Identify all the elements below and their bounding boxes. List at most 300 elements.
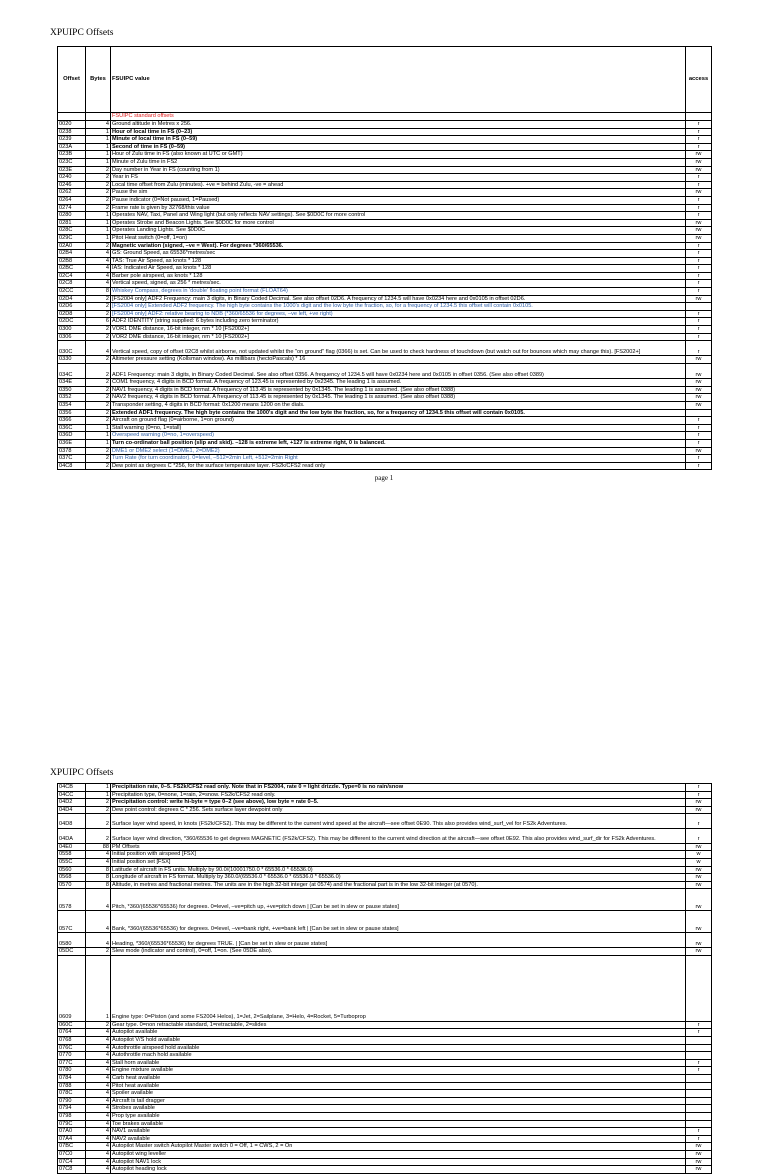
value-cell: Autopilot available [111, 1029, 686, 1037]
access-cell: rw [686, 881, 712, 889]
offset-cell: 04D4 [58, 806, 86, 814]
offset-cell: 04C8 [58, 462, 86, 470]
access-cell: rw [686, 889, 712, 911]
table-row [58, 1166, 712, 1174]
value-cell: Turn co-ordinator ball position (slip and skid). –128 is extreme left, +127 is extreme right, 0 is balanced. [111, 439, 686, 447]
table-row [58, 784, 712, 792]
bytes-cell: 2 [86, 326, 111, 334]
offset-cell: 0366 [58, 417, 86, 425]
access-cell [686, 1044, 712, 1052]
table-row [58, 242, 712, 250]
access-cell: r [686, 310, 712, 318]
access-cell: r [686, 432, 712, 440]
access-cell: r [686, 1135, 712, 1143]
value-cell: Aircraft is tail dragger [111, 1097, 686, 1105]
bytes-cell: 4 [86, 341, 111, 356]
table-row [58, 333, 712, 341]
table-row [58, 1059, 712, 1067]
access-cell: r [686, 136, 712, 144]
access-cell: r [686, 212, 712, 220]
offset-cell: 0558 [58, 851, 86, 859]
offset-cell: 037C [58, 455, 86, 463]
access-cell: r [686, 288, 712, 296]
value-cell: Vertical speed, copy of offset 02C8 whilst airborne, not updated whilst the "on ground" flag (0366) is set. Can be used to check hardness of touchdown (but watch out for bounces which may change this). [FS2002+] [111, 341, 686, 356]
value-cell: Latitude of aircraft in FS units. Multiply by 90.0/(10001750.0 * 65536.0 * 65536.0) [111, 866, 686, 874]
bytes-cell: 2 [86, 295, 111, 303]
access-cell [686, 1112, 712, 1120]
value-cell: DME1 or DME2 select (1=DME1, 2=DME2) [111, 447, 686, 455]
offset-cell: 0354 [58, 401, 86, 409]
bytes-cell: 4 [86, 933, 111, 948]
table-row [58, 814, 712, 829]
value-cell: Whiskey Compass, degrees in 'double' floating point format (FLOAT64) [111, 288, 686, 296]
bytes-cell: 4 [86, 889, 111, 911]
bytes-cell: 4 [86, 911, 111, 933]
access-cell: r [686, 318, 712, 326]
bytes-cell: 4 [86, 1105, 111, 1113]
access-cell: r [686, 829, 712, 844]
table-row [58, 417, 712, 425]
offset-cell: 0784 [58, 1074, 86, 1082]
offset-cell: 0246 [58, 181, 86, 189]
table-row [58, 1135, 712, 1143]
table-row [58, 189, 712, 197]
value-cell: Heading, *360/(65536*65536) for degrees TRUE. | [Can be set in slew or pause states] [111, 933, 686, 948]
value-cell: Precipitation type, 0=none, 1=rain, 2=snow. FS2k/CFS2 read only. [111, 791, 686, 799]
offset-cell: 07C0 [58, 1150, 86, 1158]
bytes-cell: 2 [86, 181, 111, 189]
value-cell: Surface layer wind direction, *360/65536 to get degrees MAGNETIC (FS2k/CFS2). This may be different to the current wind direction at the aircraft—see offset 0E92. This also provides wind_surf_dir for FS2k Adventures. [111, 829, 686, 844]
access-cell: rw [686, 379, 712, 387]
offset-cell: 0281 [58, 219, 86, 227]
offset-cell: 023B [58, 151, 86, 159]
access-cell [686, 1052, 712, 1060]
offset-cell: 0770 [58, 1052, 86, 1060]
access-cell: r [686, 181, 712, 189]
value-cell: Ground altitude in Metres x 256. [111, 121, 686, 129]
table-row [58, 204, 712, 212]
bytes-cell: 2 [86, 174, 111, 182]
table-row [58, 310, 712, 318]
access-cell: rw [686, 356, 712, 364]
table-row [58, 250, 712, 258]
access-cell [686, 1097, 712, 1105]
table-row [58, 1128, 712, 1136]
bytes-cell: 1 [86, 128, 111, 136]
bytes-cell: 1 [86, 439, 111, 447]
access-cell: r [686, 326, 712, 334]
value-cell: NAV2 frequency, 4 digits in BCD format. A frequency of 113.45 is represented by 0x1345. The leading 1 is assumed. (See also offset 0388) [111, 394, 686, 402]
access-cell: rw [686, 874, 712, 882]
access-cell [686, 303, 712, 311]
value-cell: Pitch, *360/(65536*65536) for degrees. 0=level, –ve=pitch up, +ve=pitch down | [Can be set in slew or pause states] [111, 889, 686, 911]
offset-cell: 057C [58, 911, 86, 933]
offset-cell: 07A4 [58, 1135, 86, 1143]
table-row [58, 1150, 712, 1158]
bytes-cell: 4 [86, 1059, 111, 1067]
value-cell: Prop type available [111, 1112, 686, 1120]
bytes-cell: 2 [86, 394, 111, 402]
access-cell: r [686, 121, 712, 129]
bytes-cell: 1 [86, 432, 111, 440]
value-cell: Dew point as degrees C *256, for the surface temperature layer. FS2k/CFS2 read only [111, 462, 686, 470]
offset-cell: 0378 [58, 447, 86, 455]
table-row [58, 409, 712, 417]
table-row [58, 1074, 712, 1082]
value-cell: COM1 frequency, 4 digits in BCD format. A frequency of 123.45 is represented by 0x2345. The leading 1 is assumed. [111, 379, 686, 387]
value-cell: Pause the sim [111, 189, 686, 197]
bytes-cell: 6 [86, 318, 111, 326]
value-cell: Carb heat available [111, 1074, 686, 1082]
value-cell: Autopilot wing leveller [111, 1150, 686, 1158]
bytes-cell: 1 [86, 219, 111, 227]
bytes-cell: 2 [86, 799, 111, 807]
access-cell: rw [686, 843, 712, 851]
access-cell: rw [686, 1150, 712, 1158]
section-bytes-cell [86, 113, 111, 121]
offset-cell: 04E0 [58, 843, 86, 851]
table-row [58, 1097, 712, 1105]
bytes-cell: 2 [86, 364, 111, 379]
table-row [58, 866, 712, 874]
table-row [58, 1021, 712, 1029]
value-cell: NAV1 available [111, 1128, 686, 1136]
access-cell: r [686, 143, 712, 151]
offset-cell: 02CC [58, 288, 86, 296]
bytes-cell: 2 [86, 386, 111, 394]
value-cell: Barber pole airspeed, as knots * 128 [111, 272, 686, 280]
value-cell: Stall horn available [111, 1059, 686, 1067]
access-cell: rw [686, 447, 712, 455]
value-cell: Surface layer wind speed, in knots (FS2k/CFS2). This may be different to the current wind speed at the aircraft—see offset 0E90. This also provides wind_surf_vel for FS2k Adventures. [111, 814, 686, 829]
access-cell: r [686, 462, 712, 470]
access-cell: r [686, 1059, 712, 1067]
access-cell: r [686, 455, 712, 463]
value-cell: Local time offset from Zulu (minutes). +ve = behind Zulu, -ve = ahead [111, 181, 686, 189]
value-cell: Hour of Zulu time in FS (also known at UTC or GMT) [111, 151, 686, 159]
access-cell: rw [686, 234, 712, 242]
doc-title-page2: XPUIPC Offsets [50, 768, 114, 778]
access-cell: r [686, 784, 712, 792]
table-row [58, 447, 712, 455]
access-cell: r [686, 1021, 712, 1029]
access-cell: r [686, 257, 712, 265]
bytes-cell: 4 [86, 272, 111, 280]
access-cell: rw [686, 386, 712, 394]
offset-cell: 04CB [58, 784, 86, 792]
access-cell: rw [686, 866, 712, 874]
bytes-cell: 2 [86, 379, 111, 387]
access-cell: rw [686, 401, 712, 409]
table-row [58, 181, 712, 189]
page-number: page 1 [374, 474, 394, 482]
section-heading: FSUIPC standard offsets [111, 113, 686, 121]
offset-cell: 030C [58, 341, 86, 356]
bytes-cell: 4 [86, 1074, 111, 1082]
table-row [58, 341, 712, 356]
value-cell: Engine mixture available [111, 1067, 686, 1075]
bytes-cell: 8 [86, 881, 111, 889]
table-row [58, 128, 712, 136]
value-cell: Minute of local time in FS (0–59) [111, 136, 686, 144]
offset-cell: 02D4 [58, 295, 86, 303]
access-cell: r [686, 333, 712, 341]
access-cell: r [686, 341, 712, 356]
access-cell: r [686, 204, 712, 212]
access-cell [686, 955, 712, 1021]
table-row [58, 356, 712, 364]
value-cell: Hour of local time in FS (0–23) [111, 128, 686, 136]
header-access: access [686, 47, 712, 113]
value-cell: Gear type. 0=non retractable standard, 1=retractable, 2=slides [111, 1021, 686, 1029]
offset-cell: 076C [58, 1044, 86, 1052]
offset-cell: 04D2 [58, 799, 86, 807]
value-cell: Turn Rate (for turn coordinator). 0=level, –512=2min Left, +512=2min Right [111, 455, 686, 463]
access-cell: r [686, 196, 712, 204]
bytes-cell: 4 [86, 1128, 111, 1136]
access-cell: rw [686, 1158, 712, 1166]
access-cell: r [686, 1067, 712, 1075]
table-row [58, 303, 712, 311]
value-cell: NAV1 frequency, 4 digits in BCD format. A frequency of 113.45 is represented by 0x1345. The leading 1 is assumed. (See also offset 0388) [111, 386, 686, 394]
table-row [58, 288, 712, 296]
access-cell: r [686, 1029, 712, 1037]
bytes-cell: 1 [86, 227, 111, 235]
table-row [58, 219, 712, 227]
offset-cell: 04D8 [58, 814, 86, 829]
value-cell: Autopilot heading lock [111, 1166, 686, 1174]
access-cell: rw [686, 158, 712, 166]
bytes-cell: 2 [86, 1021, 111, 1029]
bytes-cell: 2 [86, 455, 111, 463]
table-row [58, 1029, 712, 1037]
value-cell: Vertical speed, signed, as 256 * metres/sec. [111, 280, 686, 288]
offset-cell: 02D6 [58, 303, 86, 311]
value-cell: Precipitation rate, 0–5. FS2k/CFS2 read only. Note that in FS2004, rate 0 = light drizzle. Type=0 is no rain/snow [111, 784, 686, 792]
offset-cell: 034C [58, 364, 86, 379]
value-cell: PM Offsets [111, 843, 686, 851]
table-row [58, 386, 712, 394]
table-row [58, 889, 712, 911]
offset-cell: 0764 [58, 1029, 86, 1037]
offset-cell: 029C [58, 234, 86, 242]
table-row [58, 121, 712, 129]
access-cell: rw [686, 806, 712, 814]
access-cell: w [686, 851, 712, 859]
value-cell: TAS: True Air Speed, as knots * 128 [111, 257, 686, 265]
access-cell: rw [686, 151, 712, 159]
table-row [58, 394, 712, 402]
offset-cell: 07BC [58, 1143, 86, 1151]
value-cell: Operates NAV, Taxi, Panel and Wing light (but only reflects NAV settings). See $0D0C for more control [111, 212, 686, 220]
offset-cell: 02C8 [58, 280, 86, 288]
bytes-cell: 4 [86, 257, 111, 265]
table-row [58, 1044, 712, 1052]
offset-cell: 0300 [58, 326, 86, 334]
bytes-cell: 4 [86, 1112, 111, 1120]
access-cell: rw [686, 1143, 712, 1151]
access-cell: r [686, 439, 712, 447]
value-cell: GS: Ground Speed, as 65536*metres/sec [111, 250, 686, 258]
header-value: FSUIPC value [111, 47, 686, 113]
access-cell: r [686, 265, 712, 273]
offset-cell: 036C [58, 424, 86, 432]
table-row [58, 1143, 712, 1151]
bytes-cell: 4 [86, 1044, 111, 1052]
header-offset: Offset [58, 47, 86, 113]
bytes-cell: 8 [86, 288, 111, 296]
bytes-cell: 4 [86, 1166, 111, 1174]
offset-cell: 079C [58, 1120, 86, 1128]
access-cell: rw [686, 799, 712, 807]
bytes-cell: 8 [86, 874, 111, 882]
bytes-cell: 2 [86, 462, 111, 470]
table-row [58, 272, 712, 280]
offset-cell: 02A0 [58, 242, 86, 250]
value-cell: Minute of Zulu time in FS2 [111, 158, 686, 166]
access-cell: rw [686, 227, 712, 235]
offset-cell: 04CC [58, 791, 86, 799]
table-row [58, 455, 712, 463]
table-row [58, 174, 712, 182]
value-cell: Pitot Heat switch (0=off, 1=on) [111, 234, 686, 242]
offset-cell: 02BC [58, 265, 86, 273]
bytes-cell: 1 [86, 234, 111, 242]
table-row [58, 1052, 712, 1060]
bytes-cell: 1 [86, 136, 111, 144]
offset-cell: 036D [58, 432, 86, 440]
access-cell: r [686, 280, 712, 288]
bytes-cell: 1 [86, 955, 111, 1021]
access-cell [686, 1082, 712, 1090]
table-row [58, 424, 712, 432]
table-row [58, 799, 712, 807]
access-cell: w [686, 858, 712, 866]
access-cell [686, 1120, 712, 1128]
access-cell: r [686, 424, 712, 432]
access-cell: r [686, 242, 712, 250]
table-row [58, 851, 712, 859]
offset-cell: 0580 [58, 933, 86, 948]
table-row [58, 234, 712, 242]
value-cell: Pitot heat available [111, 1082, 686, 1090]
access-cell: r [686, 272, 712, 280]
table-row [58, 265, 712, 273]
bytes-cell: 2 [86, 242, 111, 250]
offset-cell: 0570 [58, 881, 86, 889]
value-cell: Overspeed warning (0=no, 1=overspeed) [111, 432, 686, 440]
bytes-cell: 4 [86, 851, 111, 859]
bytes-cell: 2 [86, 189, 111, 197]
offset-cell: 0560 [58, 866, 86, 874]
offset-cell: 0798 [58, 1112, 86, 1120]
table-row [58, 227, 712, 235]
offset-cell: 0330 [58, 356, 86, 364]
bytes-cell: 2 [86, 333, 111, 341]
bytes-cell: 4 [86, 1037, 111, 1045]
access-cell: rw [686, 911, 712, 933]
offset-cell: 0780 [58, 1067, 86, 1075]
table-row [58, 158, 712, 166]
bytes-cell: 1 [86, 791, 111, 799]
header-bytes: Bytes [86, 47, 111, 113]
value-cell: Dew point control: degrees C * 256. Sets surface layer dewpoint only [111, 806, 686, 814]
bytes-cell: 1 [86, 143, 111, 151]
offset-cell: 02C4 [58, 272, 86, 280]
offset-cell: 0264 [58, 196, 86, 204]
offset-cell: 0238 [58, 128, 86, 136]
access-cell: r [686, 1128, 712, 1136]
table-row [58, 257, 712, 265]
offset-cell: 023C [58, 158, 86, 166]
table-row [58, 212, 712, 220]
value-cell: ADF1 Frequency: main 3 digits, in Binary Coded Decimal. See also offset 0356. A frequency of 1234.5 will have 0x0234 here and 0x0105 in offset 0356. (See also offset 0389) [111, 364, 686, 379]
bytes-cell: 2 [86, 829, 111, 844]
offset-cell: 0788 [58, 1082, 86, 1090]
value-cell: Engine type: 0=Piston (and some FS2004 Helos), 1=Jet, 2=Sailplane, 3=Helo, 4=Rocket, 5=Turboprop [111, 955, 686, 1021]
bytes-cell: 4 [86, 1150, 111, 1158]
offset-cell: 0262 [58, 189, 86, 197]
value-cell: Altitude, in metres and fractional metres. The units are in the high 32-bit integer (at 0574) and the fractional part is in the low 32-bit integer (at 0570). [111, 881, 686, 889]
table-row [58, 948, 712, 956]
table-row [58, 136, 712, 144]
offset-cell: 0350 [58, 386, 86, 394]
offset-cell: 0306 [58, 333, 86, 341]
table-row [58, 295, 712, 303]
access-cell: rw [686, 394, 712, 402]
bytes-cell: 4 [86, 1052, 111, 1060]
access-cell: rw [686, 295, 712, 303]
bytes-cell: 4 [86, 1097, 111, 1105]
table-row [58, 1158, 712, 1166]
offset-cell: 0768 [58, 1037, 86, 1045]
table-row [58, 364, 712, 379]
value-cell: Operates Landing Lights. See $0D0C [111, 227, 686, 235]
table-row [58, 166, 712, 174]
offsets-table-1 [57, 46, 712, 470]
bytes-cell: 4 [86, 121, 111, 129]
value-cell: Strobes available [111, 1105, 686, 1113]
value-cell: VOR2 DME distance, 16-bit integer, nm * 10 [FS2002+] [111, 333, 686, 341]
value-cell: Transponder setting, 4 digits in BCD format: 0x1200 means 1200 on the dials. [111, 401, 686, 409]
bytes-cell: 1 [86, 151, 111, 159]
access-cell: r [686, 814, 712, 829]
value-cell: Extended ADF1 frequency. The high byte contains the 1000's digit and the low byte the fraction, so, for a frequency of 1234.5 this offset will contain 0x0105. [111, 409, 686, 417]
offset-cell: 02B8 [58, 257, 86, 265]
value-cell: IAS: Indicated Air Speed, as knots * 128 [111, 265, 686, 273]
bytes-cell: 4 [86, 1135, 111, 1143]
value-cell: Magnetic variation (signed, –ve = West). For degrees *360/65536. [111, 242, 686, 250]
table-row [58, 1067, 712, 1075]
bytes-cell: 2 [86, 948, 111, 956]
access-cell: rw [686, 948, 712, 956]
offset-cell: 05DC [58, 948, 86, 956]
value-cell: Spoiler available [111, 1090, 686, 1098]
table-row [58, 326, 712, 334]
offset-cell: 04DA [58, 829, 86, 844]
value-cell: Autopilot Master switch Autopilot Master switch 0 = Off, 1 = CWS, 2 = On [111, 1143, 686, 1151]
access-cell [686, 409, 712, 417]
access-cell: r [686, 128, 712, 136]
offset-cell: 0274 [58, 204, 86, 212]
value-cell: Frame rate is given by 32768/this value [111, 204, 686, 212]
value-cell: Operates Strobe and Beacon Lights. See $0D0C for more control [111, 219, 686, 227]
value-cell: Day number in Year in FS (counting from 1) [111, 166, 686, 174]
value-cell: Bank, *360/(65536*65536) for degrees. 0=level, –ve=bank right, +ve=bank left | [Can be set in slew or pause states] [111, 911, 686, 933]
bytes-cell: 2 [86, 417, 111, 425]
offset-cell: 02B4 [58, 250, 86, 258]
table-row [58, 911, 712, 933]
